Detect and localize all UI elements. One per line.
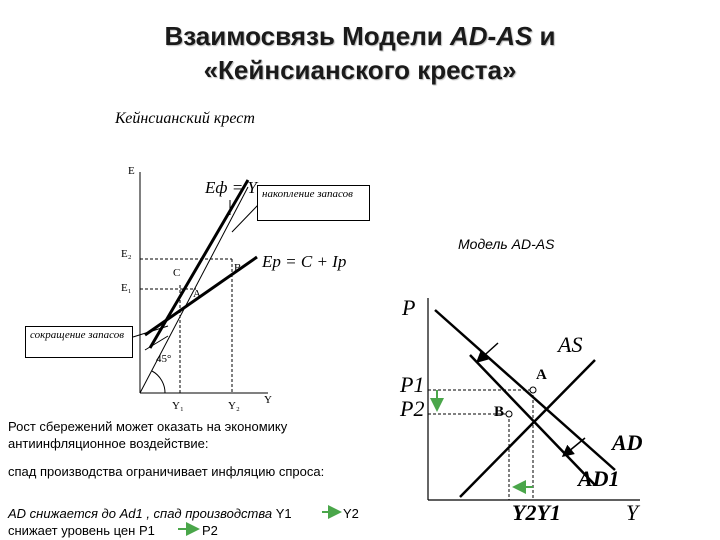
text-paragraph-3-line2 — [8, 522, 155, 539]
text-p3-b: снижает уровень цен — [8, 523, 136, 538]
adas-point-a-label: A — [536, 367, 547, 383]
title-text-ad-as: AD-AS — [449, 21, 533, 51]
as-curve — [460, 360, 595, 497]
keynes-axis-e: E — [128, 165, 135, 177]
keynes-y2-label: Y₂ — [228, 400, 240, 412]
ep-formula: Ep = C + Ip — [262, 252, 347, 271]
keynes-angle-arc — [152, 371, 165, 393]
text-p3-y2: Y2 — [343, 506, 359, 521]
text-p3-a: AD снижается до Ad1 , спад производства — [8, 506, 273, 521]
text-p3-p1: P1 — [138, 523, 155, 538]
reduction-box: сокращение запасов — [25, 326, 133, 358]
text-p3-y1: Y1 — [275, 506, 292, 521]
keynes-y1-label: Y₁ — [172, 400, 184, 412]
adas-point-b — [506, 411, 512, 417]
callout-reduction — [133, 326, 168, 337]
keynes-subtitle: Кейнсианский крест — [115, 110, 255, 127]
adas-p2-label: P2 — [400, 396, 425, 421]
adas-axis-y: Y — [626, 500, 639, 525]
shift-arrow-bottom — [563, 438, 585, 456]
adas-y-labels: Y2Y1 — [512, 500, 561, 525]
shift-arrow-top — [477, 343, 498, 362]
adas-point-b-label: B — [494, 404, 505, 420]
keynes-angle-label: 45° — [156, 353, 172, 365]
adas-point-a — [530, 387, 536, 393]
text-paragraph-1: Рост сбережений может оказать на экономику антиинфляционное воздействие: — [8, 419, 288, 451]
page-title-line2: «Кейнсианского креста» — [203, 55, 517, 85]
keynes-point-b: B — [234, 262, 242, 274]
keynes-axis-y: Y — [264, 394, 272, 406]
adas-axis-p: P — [402, 295, 416, 320]
title-text-2: и — [532, 21, 556, 51]
ad1-label: AD1 — [578, 466, 620, 491]
ad-label: AD — [612, 430, 643, 455]
keynes-point-c: C — [173, 267, 181, 279]
keynes-e1-label: E₁ — [121, 282, 132, 294]
text-paragraph-3-line1 — [8, 505, 292, 522]
adas-p1-label: P1 — [400, 372, 425, 397]
text-p3-p2: P2 — [202, 523, 218, 538]
adas-subtitle: Модель AD-AS — [458, 236, 555, 252]
title-text-1: Взаимосвязь Модели — [164, 21, 450, 51]
as-label: AS — [558, 332, 583, 357]
keynes-e2-label: E₂ — [121, 248, 132, 260]
text-paragraph-2: спад производства ограничивает инфляцию спроса: — [8, 464, 325, 479]
ef-formula: Eф = Y — [205, 178, 257, 197]
accumulation-box: накопление запасов — [257, 185, 370, 221]
keynes-point-a: A — [193, 288, 201, 300]
